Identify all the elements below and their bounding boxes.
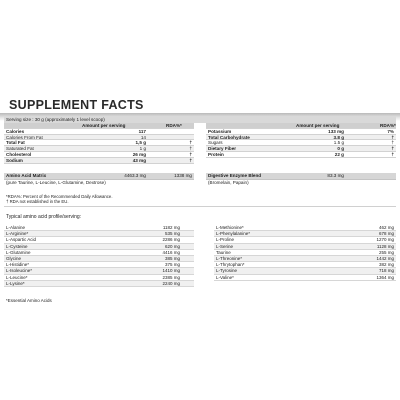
enzyme-row (206, 173, 396, 180)
header-rda: RDA%* (380, 123, 396, 128)
enzyme-amount: 83.3 mg (327, 173, 344, 178)
rda-note: *RDA%: Percent of the Recommended Daily Allowance. (6, 194, 113, 199)
amino-acid-matrix (4, 173, 194, 186)
matrix-amount: 4463.3 mg (124, 173, 146, 178)
row-rda: † (189, 140, 192, 146)
amino-name: L-Alanine (6, 225, 26, 230)
amino-name: Taurine (216, 249, 231, 255)
row-rda: † (391, 151, 394, 157)
amino-value: 382 mg (378, 262, 394, 268)
amino-value: 535 mg (164, 231, 180, 237)
row-amount: 26 mg (132, 151, 146, 157)
row-name: Protein (208, 151, 224, 157)
section-divider (4, 206, 396, 207)
amino-name: L-Tyrosine (216, 268, 238, 274)
amino-value: 678 mg (378, 231, 394, 237)
enzyme-ingredients: (Bromelain, Papain) (208, 180, 249, 185)
row-name: Potassium (208, 128, 232, 134)
row-amount: 3.8 g (333, 134, 344, 140)
row-name: Calories From Fat (6, 134, 43, 140)
row-rda: † (189, 146, 192, 152)
amino-name: L-Thrytophan* (216, 262, 245, 268)
amino-name: L-Valine* (216, 274, 234, 280)
amino-name: L-Histidine* (6, 262, 30, 268)
amino-name: L-Threonine* (216, 255, 243, 261)
amino-value: 1270 mg (376, 237, 394, 243)
amino-name: L-Methionine* (216, 225, 244, 230)
amino-name: L-Aspartic Acid (6, 237, 37, 243)
amino-value: 462 mg (378, 225, 394, 230)
header-amount: Amount per serving (296, 123, 340, 128)
amino-name: L-Serine (216, 243, 234, 249)
page-title: SUPPLEMENT FACTS (9, 98, 144, 112)
row-amount: 133 mg (328, 128, 344, 134)
nutrition-table-left (4, 123, 194, 164)
nutrition-table-right (206, 123, 396, 158)
amino-value: 718 mg (378, 268, 394, 274)
row-amount: 1,5 g (135, 140, 146, 146)
amino-list-left (4, 225, 194, 287)
header-rda: RDA%* (166, 123, 182, 128)
list-item (214, 275, 396, 281)
amino-name: L-Proline (216, 237, 235, 243)
row-rda: † (189, 151, 192, 157)
row-amount: 22 g (334, 151, 344, 157)
serving-size: Serving size : 30 g (approximately 1 level scoop) (4, 116, 396, 123)
rda-note: † RDA not established in the EU. (6, 199, 69, 205)
amino-name: Glycine (6, 255, 22, 261)
amino-name: L-Isoleucine* (6, 268, 33, 274)
enzyme-name: Digestive Enzyme Blend (208, 173, 262, 178)
amino-value: 1410 mg (162, 268, 180, 274)
row-rda: † (391, 146, 394, 152)
amino-value: 2385 mg (162, 274, 180, 280)
row-rda: 7% (387, 128, 394, 134)
digestive-enzyme-blend (206, 173, 396, 186)
amino-value: 2286 mg (162, 237, 180, 243)
amino-value: 1128 mg (376, 243, 394, 249)
row-name: Total Carbohydrate (208, 134, 250, 140)
row-name: Dietary Fiber (208, 146, 237, 152)
amino-value: 255 mg (378, 249, 394, 255)
essential-amino-footnote: *Essential Amino Acids (6, 298, 52, 303)
matrix-ingredients: (pure Taurine, L-Leucine, L-Glutamine, Dextrose) (6, 180, 106, 185)
row-name: Sugars (208, 140, 223, 146)
amino-profile-title: Typical amino acid profile/serving: (6, 214, 82, 220)
amino-name: L-Phenylalanine* (216, 231, 251, 237)
row-amount: 43 mg (132, 157, 146, 163)
rda-notes (6, 194, 113, 204)
row-name: Total Fat (6, 140, 25, 146)
amino-value: 1364 mg (376, 274, 394, 280)
row-name: Saturated Fat (6, 146, 34, 152)
amino-value: 620 mg (164, 243, 180, 249)
header-amount: Amount per serving (82, 123, 126, 128)
row-amount: 14 (140, 134, 146, 140)
amino-value: 385 mg (164, 255, 180, 261)
amino-list-right (214, 225, 396, 281)
row-rda: † (391, 134, 394, 140)
row-amount: 0 g (337, 146, 344, 152)
row-amount: 1 g (139, 146, 146, 152)
row-name: Calories (6, 128, 25, 134)
amino-name: L-Leucine* (6, 274, 28, 280)
table-row (206, 152, 396, 158)
amino-name: L-Lysine* (6, 280, 25, 286)
amino-value: 1182 mg (162, 225, 180, 230)
row-amount: 117 (138, 128, 146, 134)
list-item (4, 281, 194, 287)
amino-value: 4416 mg (162, 249, 180, 255)
row-name: Cholesterol (6, 151, 32, 157)
matrix-rda: 1338 mg (174, 173, 192, 178)
table-row (4, 158, 194, 164)
row-rda: † (391, 140, 394, 146)
matrix-row (4, 173, 194, 180)
matrix-name: Amino Acid Matrix (6, 173, 47, 178)
amino-name: L-Glutamine (6, 249, 31, 255)
amino-value: 2240 mg (162, 280, 180, 286)
row-amount: 1.5 g (333, 140, 344, 146)
amino-name: L-Arginine* (6, 231, 29, 237)
row-rda: † (189, 157, 192, 163)
amino-value: 1442 mg (376, 255, 394, 261)
amino-name: L-Cysteine (6, 243, 28, 249)
amino-value: 375 mg (164, 262, 180, 268)
row-name: Sodium (6, 157, 23, 163)
